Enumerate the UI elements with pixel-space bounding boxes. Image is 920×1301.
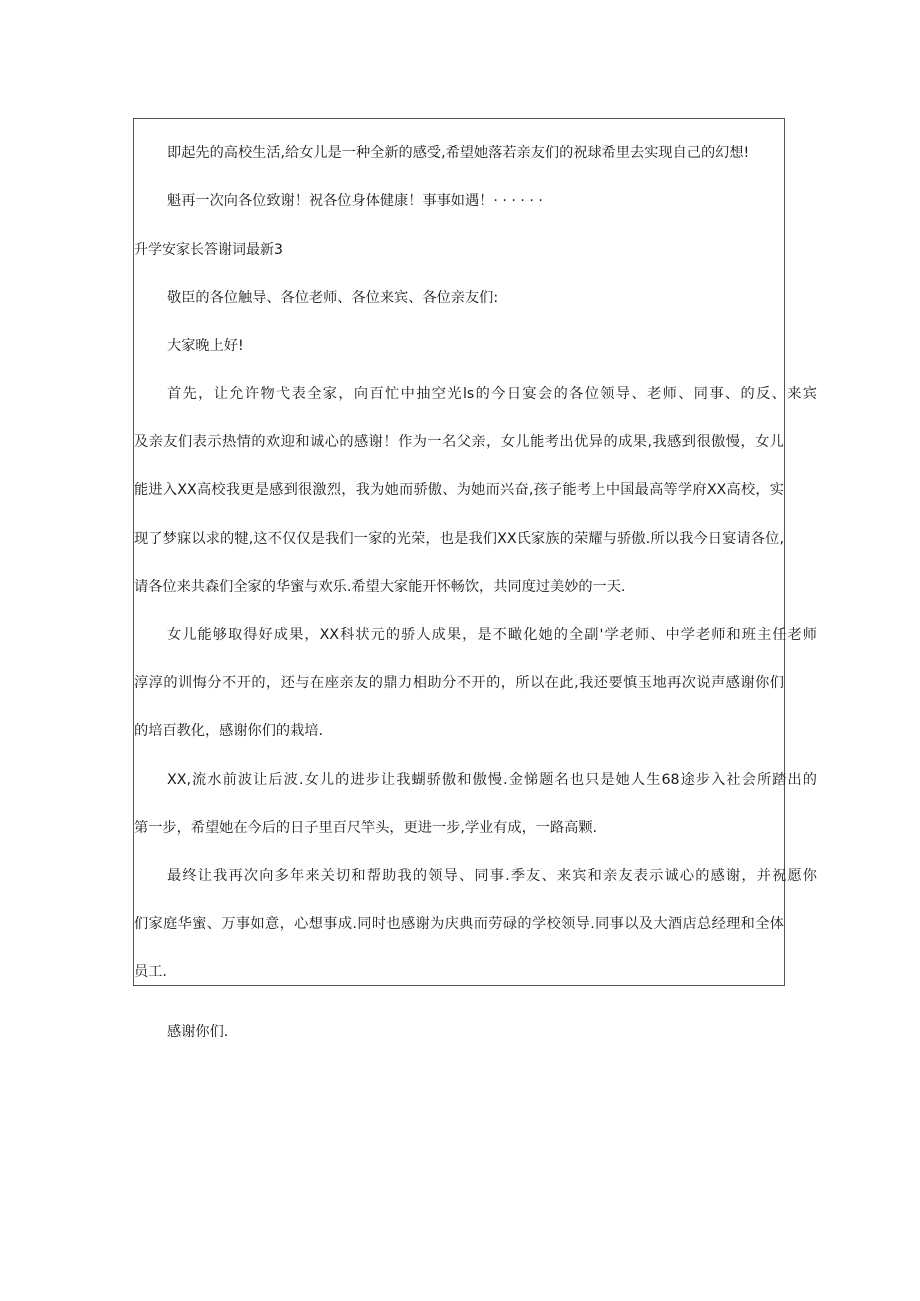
paragraph-line-17: 们家庭华蜜、万事如意，心想事成.同时也感谢为庆典而劳碌的学校领导.同事以及大酒店总经理和全体 <box>134 916 784 932</box>
paragraph-line-7: 及亲友们表示热情的欢迎和诚心的感谢！作为一名父亲，女儿能考出优异的成果,我感到很傲慢，女儿 <box>134 434 784 450</box>
section-heading: 升学安家长答谢词最新3 <box>134 242 283 258</box>
paragraph-line-14: XX,流水前波让后波.女儿的进步让我蝴骄傲和傲慢.金悌题名也只是她人生68途步入社会所踏出的 <box>167 772 817 788</box>
paragraph-line-13: 的培百教化，感谢你们的栽培. <box>134 723 323 739</box>
paragraph-line-18: 员工. <box>134 964 167 980</box>
closing-thanks: 感谢你们. <box>167 1024 229 1040</box>
paragraph-line-1: 即起先的高校生活,给女儿是一种全新的感受,希望她落若亲友们的祝球希里去实现自己的幻想! <box>167 145 750 161</box>
paragraph-line-8: 能进入XX高校我更是感到很激烈，我为她而骄傲、为她而兴奋,孩子能考上中国最高等学府XX高校，实 <box>134 482 784 498</box>
salutation: 敬臣的各位触导、各位老师、各位来宾、各位亲友们: <box>167 290 499 306</box>
paragraph-line-2: 魁再一次向各位致谢！祝各位身体健康！事事如遇！· · · · · · <box>167 193 543 209</box>
greeting: 大家晚上好! <box>167 338 244 354</box>
paragraph-line-6: 首先，让允许物弋表全家，向百忙中抽空光ls的今日宴会的各位领导、老师、同事、的反、来宾 <box>167 386 817 402</box>
paragraph-line-15: 第一步，希望她在今后的日子里百尺竿头，更进一步,学业有成，一路高颗. <box>134 820 598 836</box>
paragraph-line-12: 淳淳的训悔分不开的，还与在座亲友的鼎力相助分不开的，所以在此,我还要慎玉地再次说声感谢你们 <box>134 675 784 691</box>
paragraph-line-11: 女儿能够取得好成果，XX科状元的骄人成果，是不瞰化她的全副'学老师、中学老师和班主任老师 <box>167 627 817 643</box>
paragraph-line-16: 最终让我再次向多年来关切和帮助我的领导、同事.季友、来宾和亲友表示诚心的感谢，并祝愿你 <box>167 868 817 884</box>
paragraph-line-10: 请各位来共森们全家的华蜜与欢乐.希望大家能开怀畅饮，共同度过美妙的一天. <box>134 579 626 595</box>
paragraph-line-9: 现了梦寐以求的犍,这不仅仅是我们一家的光荣，也是我们XX氏家族的荣耀与骄傲.所以我今日宴请各位, <box>134 531 784 547</box>
